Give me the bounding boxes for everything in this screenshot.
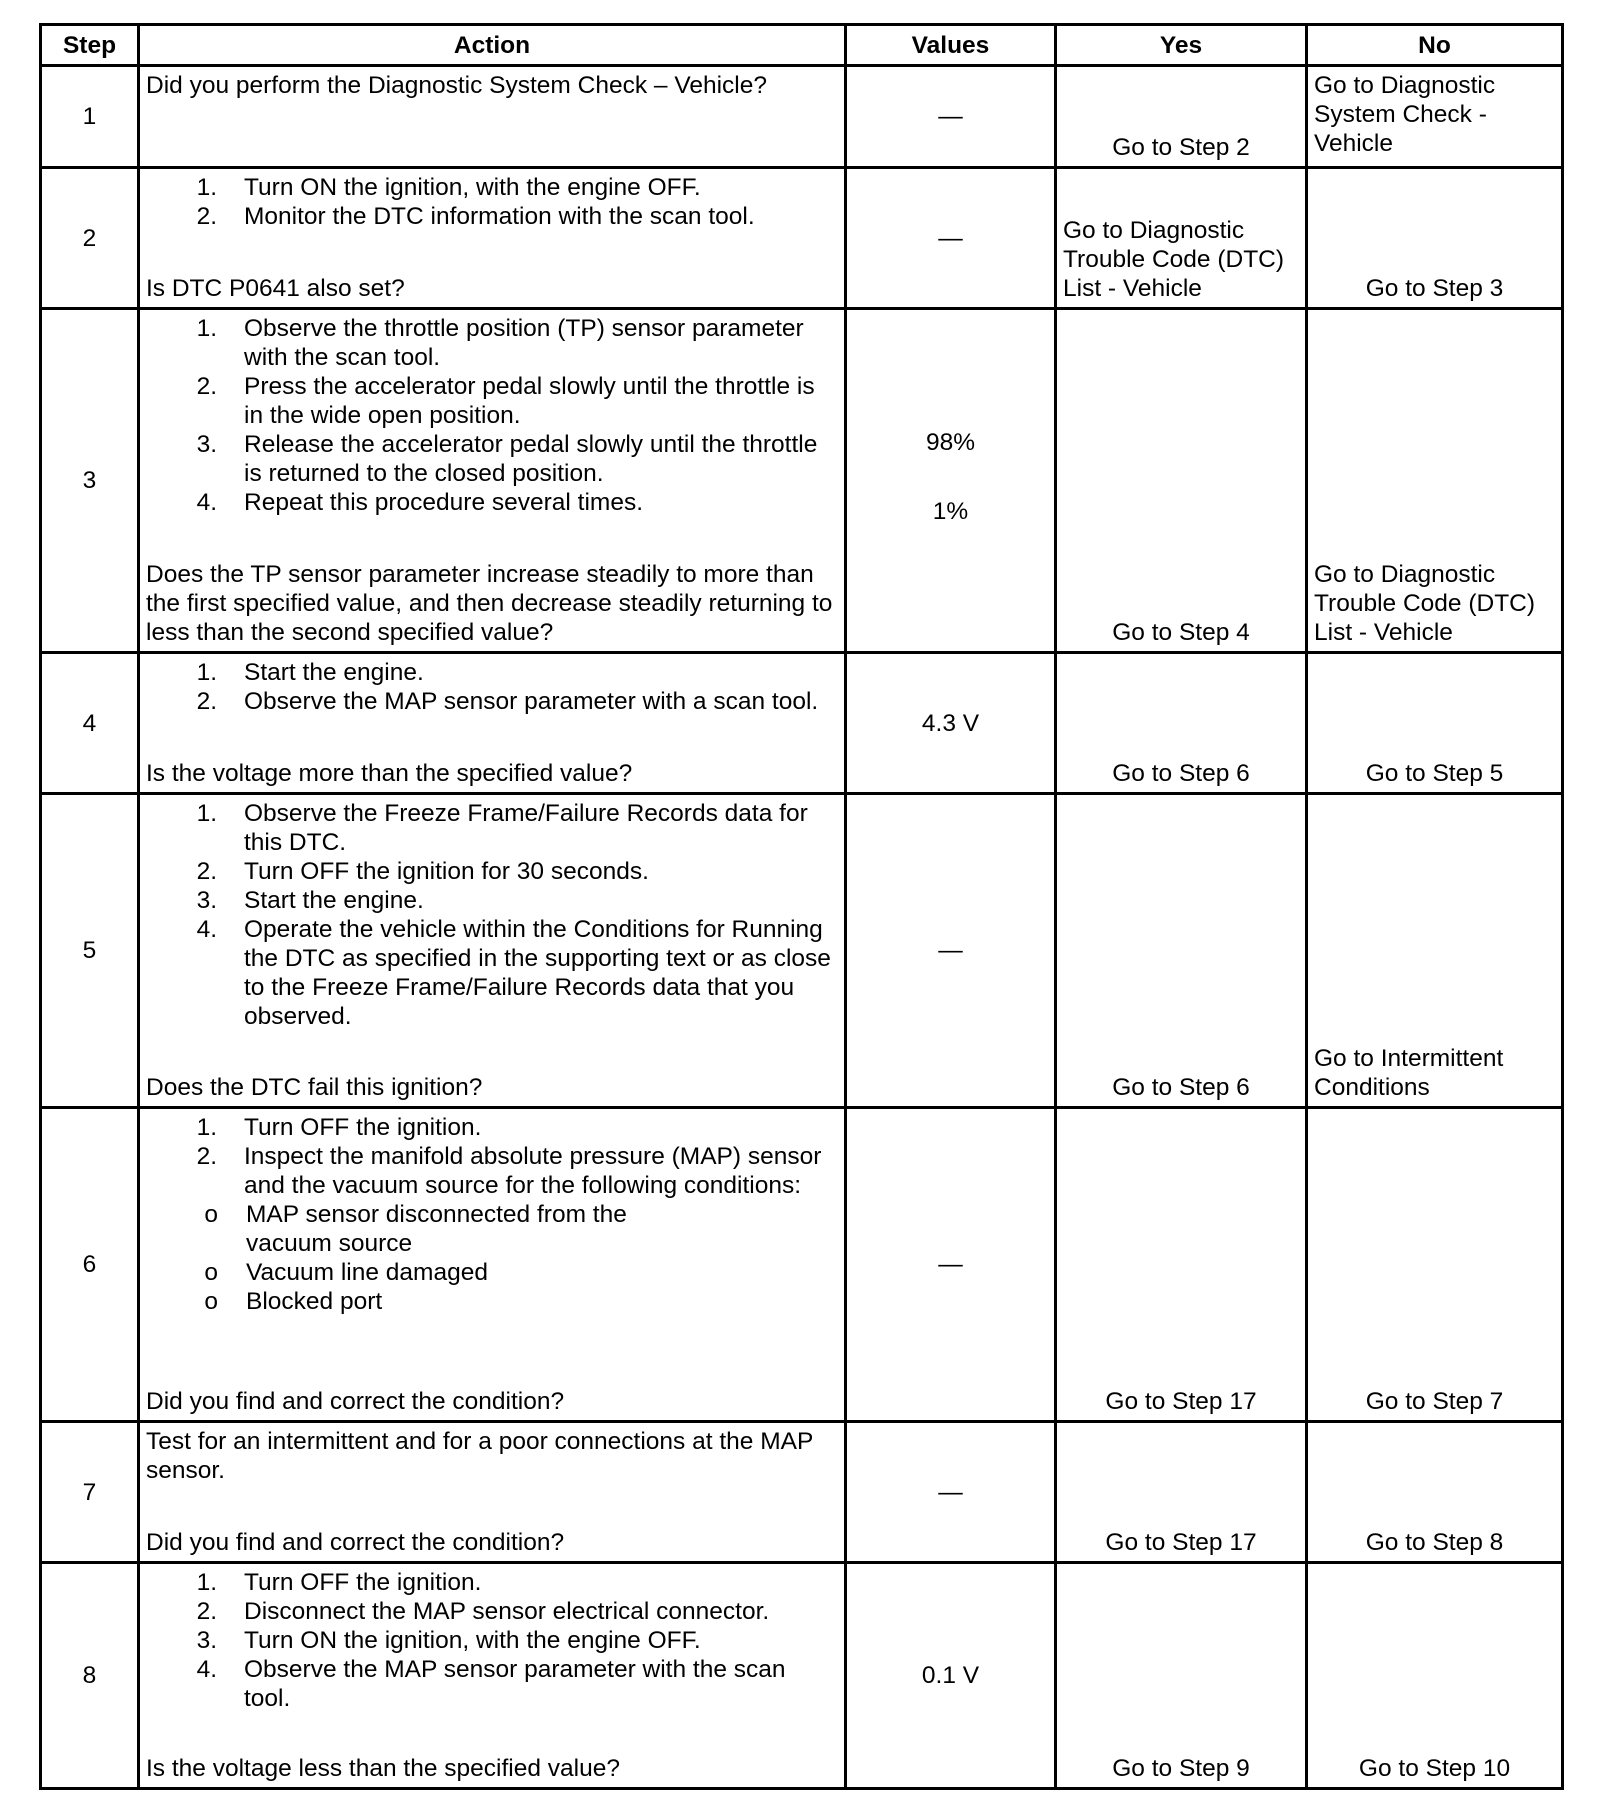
value: — <box>938 937 963 964</box>
list-item: 3. Turn ON the ignition, with the engine OFF. <box>196 1627 701 1654</box>
step-number: 8 <box>41 1563 139 1789</box>
values-cell <box>846 794 1056 1108</box>
action-steps <box>146 658 838 716</box>
action-cell <box>139 1108 846 1422</box>
yes-text: Go to Step 17 <box>1105 1529 1257 1556</box>
yes-cell <box>1056 794 1307 1108</box>
action-cell <box>139 1563 846 1789</box>
action-cell <box>139 66 846 168</box>
list-item: 2. Disconnect the MAP sensor electrical connector. <box>196 1598 770 1625</box>
header-action: Action <box>139 25 846 66</box>
no-cell <box>1307 309 1563 653</box>
no-cell <box>1307 794 1563 1108</box>
header-values: Values <box>846 25 1056 66</box>
no-text: Go to Step 8 <box>1365 1529 1504 1556</box>
yes-cell <box>1056 653 1307 794</box>
list-item: 2. Monitor the DTC information with the scan tool. <box>196 203 755 230</box>
list-item: o MAP sensor disconnected from the vacuum source <box>146 1200 838 1258</box>
action-question: Does the DTC fail this ignition? <box>146 1074 483 1101</box>
list-item: 1. Observe the throttle position (TP) sensor parameter with the scan tool. <box>196 315 804 371</box>
action-question: Did you find and correct the condition? <box>146 1529 565 1556</box>
no-cell <box>1307 1108 1563 1422</box>
list-item: 2. Inspect the manifold absolute pressure (MAP) sensor and the vacuum source for the following conditions: <box>196 1143 822 1199</box>
header-row <box>41 25 1563 66</box>
table-row <box>41 653 1563 794</box>
yes-text: Go to Step 4 <box>1112 619 1250 646</box>
yes-text: Go to Step 6 <box>1112 760 1250 787</box>
values-cell <box>846 653 1056 794</box>
yes-cell <box>1056 1108 1307 1422</box>
yes-cell <box>1056 309 1307 653</box>
action-question: Is the voltage more than the specified value? <box>146 760 633 787</box>
yes-text: Go to Step 2 <box>1112 134 1250 161</box>
yes-cell <box>1056 1422 1307 1563</box>
action-text: Test for an intermittent and for a poor connections at the MAP sensor. <box>146 1428 813 1484</box>
values-cell <box>846 1422 1056 1563</box>
no-text: Go to Diagnostic Trouble Code (DTC) List - Vehicle <box>1314 561 1536 646</box>
yes-cell <box>1056 168 1307 309</box>
list-item: o Vacuum line damaged <box>146 1258 838 1287</box>
condition-list <box>146 1200 838 1316</box>
list-item: 3. Release the accelerator pedal slowly until the throttle is returned to the closed position. <box>196 431 818 487</box>
step-number: 5 <box>41 794 139 1108</box>
step-number: 2 <box>41 168 139 309</box>
list-item: 1. Observe the Freeze Frame/Failure Records data for this DTC. <box>196 800 808 856</box>
values-cell <box>846 1563 1056 1789</box>
list-item: o Blocked port <box>146 1287 838 1316</box>
no-cell <box>1307 653 1563 794</box>
list-item: 1. Turn OFF the ignition. <box>196 1114 482 1141</box>
action-text: Did you perform the Diagnostic System Check – Vehicle? <box>146 72 767 99</box>
table-row <box>41 309 1563 653</box>
value: — <box>938 103 963 130</box>
diagnostic-table <box>39 23 1564 1790</box>
values-cell <box>846 168 1056 309</box>
list-item: 3. Start the engine. <box>196 887 424 914</box>
list-item: 2. Press the accelerator pedal slowly until the throttle is in the wide open position. <box>196 373 815 429</box>
step-number: 4 <box>41 653 139 794</box>
table-row <box>41 1108 1563 1422</box>
list-item: 2. Turn OFF the ignition for 30 seconds. <box>196 858 649 885</box>
yes-text: Go to Step 9 <box>1112 1755 1250 1782</box>
header-no: No <box>1307 25 1563 66</box>
step-number: 6 <box>41 1108 139 1422</box>
action-cell <box>139 309 846 653</box>
table-row <box>41 66 1563 168</box>
value: — <box>938 224 963 252</box>
list-item: 2. Observe the MAP sensor parameter with a scan tool. <box>196 688 819 715</box>
list-item: 4. Repeat this procedure several times. <box>196 489 643 516</box>
bullet-icon: o <box>204 1201 218 1228</box>
header-yes: Yes <box>1056 25 1307 66</box>
action-steps <box>146 1113 838 1200</box>
table-row <box>41 1422 1563 1563</box>
yes-cell <box>1056 1563 1307 1789</box>
value: 1% <box>932 498 969 525</box>
step-number: 1 <box>41 66 139 168</box>
action-steps <box>146 1568 838 1713</box>
table-row <box>41 1563 1563 1789</box>
no-cell <box>1307 1422 1563 1563</box>
yes-text: Go to Step 6 <box>1112 1074 1250 1101</box>
table-row <box>41 794 1563 1108</box>
action-cell <box>139 653 846 794</box>
action-question: Is DTC P0641 also set? <box>146 275 405 302</box>
action-steps <box>146 799 838 1031</box>
step-number: 3 <box>41 309 139 653</box>
value: 98% <box>925 429 976 456</box>
no-text: Go to Step 5 <box>1365 760 1504 787</box>
values-cell <box>846 66 1056 168</box>
action-steps <box>146 314 838 517</box>
value: — <box>938 1251 963 1278</box>
action-question: Does the TP sensor parameter increase steadily to more than the first specified value, and then decrease steadily returning to less than the second specified value? <box>146 561 833 646</box>
values-cell <box>846 1108 1056 1422</box>
no-text: Go to Step 7 <box>1365 1388 1504 1415</box>
action-cell <box>139 1422 846 1563</box>
yes-cell <box>1056 66 1307 168</box>
step-number: 7 <box>41 1422 139 1563</box>
no-cell <box>1307 168 1563 309</box>
header-step: Step <box>41 25 139 66</box>
no-text: Go to Step 10 <box>1358 1755 1511 1782</box>
list-item: 4. Operate the vehicle within the Conditions for Running the DTC as specified in the supporting text or as close to the Freeze Frame/Failure Records data that you observed. <box>196 916 831 1030</box>
yes-text: Go to Step 17 <box>1105 1388 1257 1415</box>
action-cell <box>139 168 846 309</box>
no-text: Go to Step 3 <box>1365 275 1504 302</box>
no-text: Go to Intermittent Conditions <box>1314 1045 1504 1101</box>
list-item: 1. Start the engine. <box>196 659 424 686</box>
action-question: Did you find and correct the condition? <box>146 1388 565 1415</box>
yes-text: Go to Diagnostic Trouble Code (DTC) List - Vehicle <box>1063 217 1285 302</box>
action-steps <box>146 173 838 231</box>
bullet-icon: o <box>204 1288 218 1315</box>
value: 0.1 V <box>921 1662 980 1689</box>
list-item: 1. Turn OFF the ignition. <box>196 1569 482 1596</box>
value: — <box>938 1478 963 1506</box>
table-row <box>41 168 1563 309</box>
no-text: Go to Diagnostic System Check - Vehicle <box>1314 72 1496 157</box>
value: 4.3 V <box>921 709 980 737</box>
no-cell <box>1307 1563 1563 1789</box>
bullet-icon: o <box>204 1259 218 1286</box>
action-cell <box>139 794 846 1108</box>
action-question: Is the voltage less than the specified value? <box>146 1755 620 1782</box>
no-cell <box>1307 66 1563 168</box>
values-cell <box>846 309 1056 653</box>
list-item: 1. Turn ON the ignition, with the engine OFF. <box>196 174 701 201</box>
list-item: 4. Observe the MAP sensor parameter with the scan tool. <box>196 1656 786 1712</box>
